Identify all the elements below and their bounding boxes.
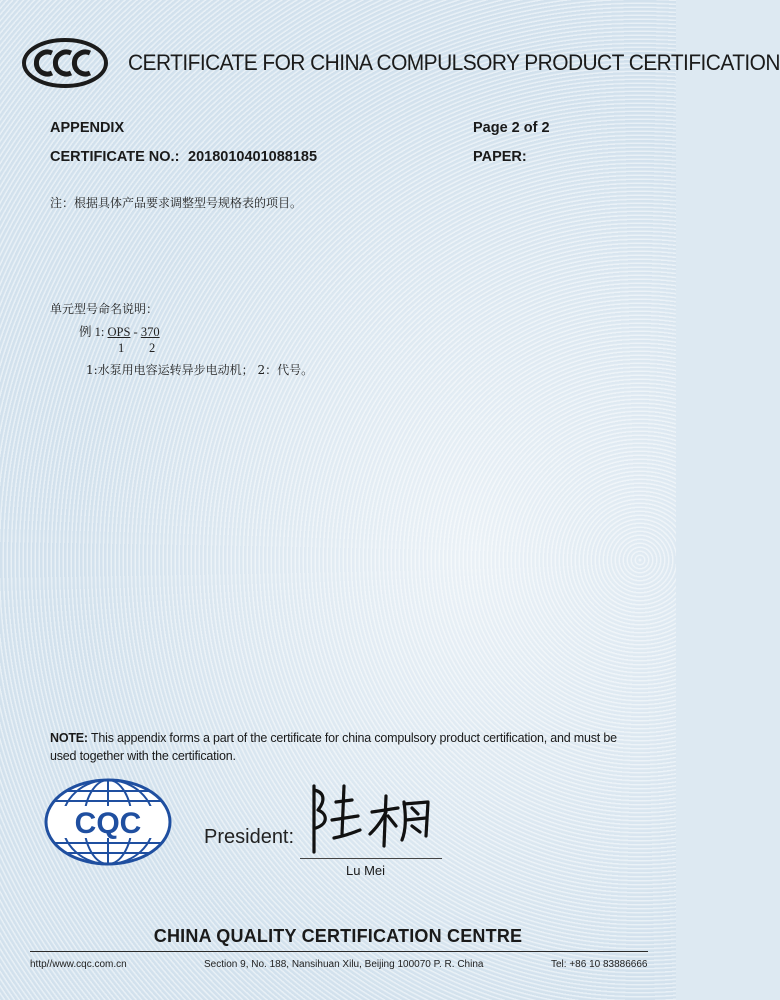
cqc-logo	[42, 777, 174, 867]
page-indicator: Page 2 of 2	[473, 120, 550, 136]
svg-text:陆梅: 陆梅	[294, 776, 296, 777]
ccc-logo	[22, 38, 108, 88]
model-example	[79, 322, 160, 340]
example-part-1: OPS	[107, 325, 131, 339]
svg-text:CQC: CQC	[74, 807, 142, 840]
appendix-note	[50, 729, 640, 765]
certificate-number-label: CERTIFICATE NO.:	[50, 149, 180, 165]
adjustment-note: 注：根据具体产品要求调整型号规格表的项目。	[50, 196, 303, 210]
certificate-title: CERTIFICATE FOR CHINA COMPULSORY PRODUCT CERTIFICATION	[128, 50, 780, 75]
organization-name: CHINA QUALITY CERTIFICATION CENTRE	[153, 926, 523, 946]
model-legend: 1:水泵用电容运转异步电动机； 2：代号。	[86, 363, 314, 377]
paper-label: PAPER:	[473, 149, 527, 165]
note-label: NOTE:	[50, 731, 88, 745]
appendix-label: APPENDIX	[50, 120, 125, 136]
signer-name: Lu Mei	[346, 863, 386, 878]
example-part-2: 370	[140, 325, 160, 339]
index-1: 1	[118, 341, 125, 355]
example-separator: -	[130, 325, 141, 339]
index-2: 2	[149, 341, 156, 355]
footer-divider	[30, 951, 648, 952]
footer-address: Section 9, No. 188, Nansihuan Xilu, Beijing 100070 P. R. China	[204, 959, 484, 970]
footer-website: http//www.cqc.com.cn	[30, 959, 127, 970]
president-signature	[294, 776, 444, 856]
president-label: President:	[204, 826, 295, 848]
example-prefix: 例 1:	[79, 325, 108, 339]
svg-text:CCC: CCC	[22, 38, 25, 39]
certificate-number-value: 2018010401088185	[188, 149, 318, 165]
naming-explanation-title: 单元型号命名说明：	[50, 302, 159, 316]
signature-line	[300, 858, 442, 859]
footer-telephone: Tel: +86 10 83886666	[551, 959, 648, 970]
note-text: This appendix forms a part of the certificate for china compulsory product certification, and must be used together with the certification.	[50, 731, 617, 763]
